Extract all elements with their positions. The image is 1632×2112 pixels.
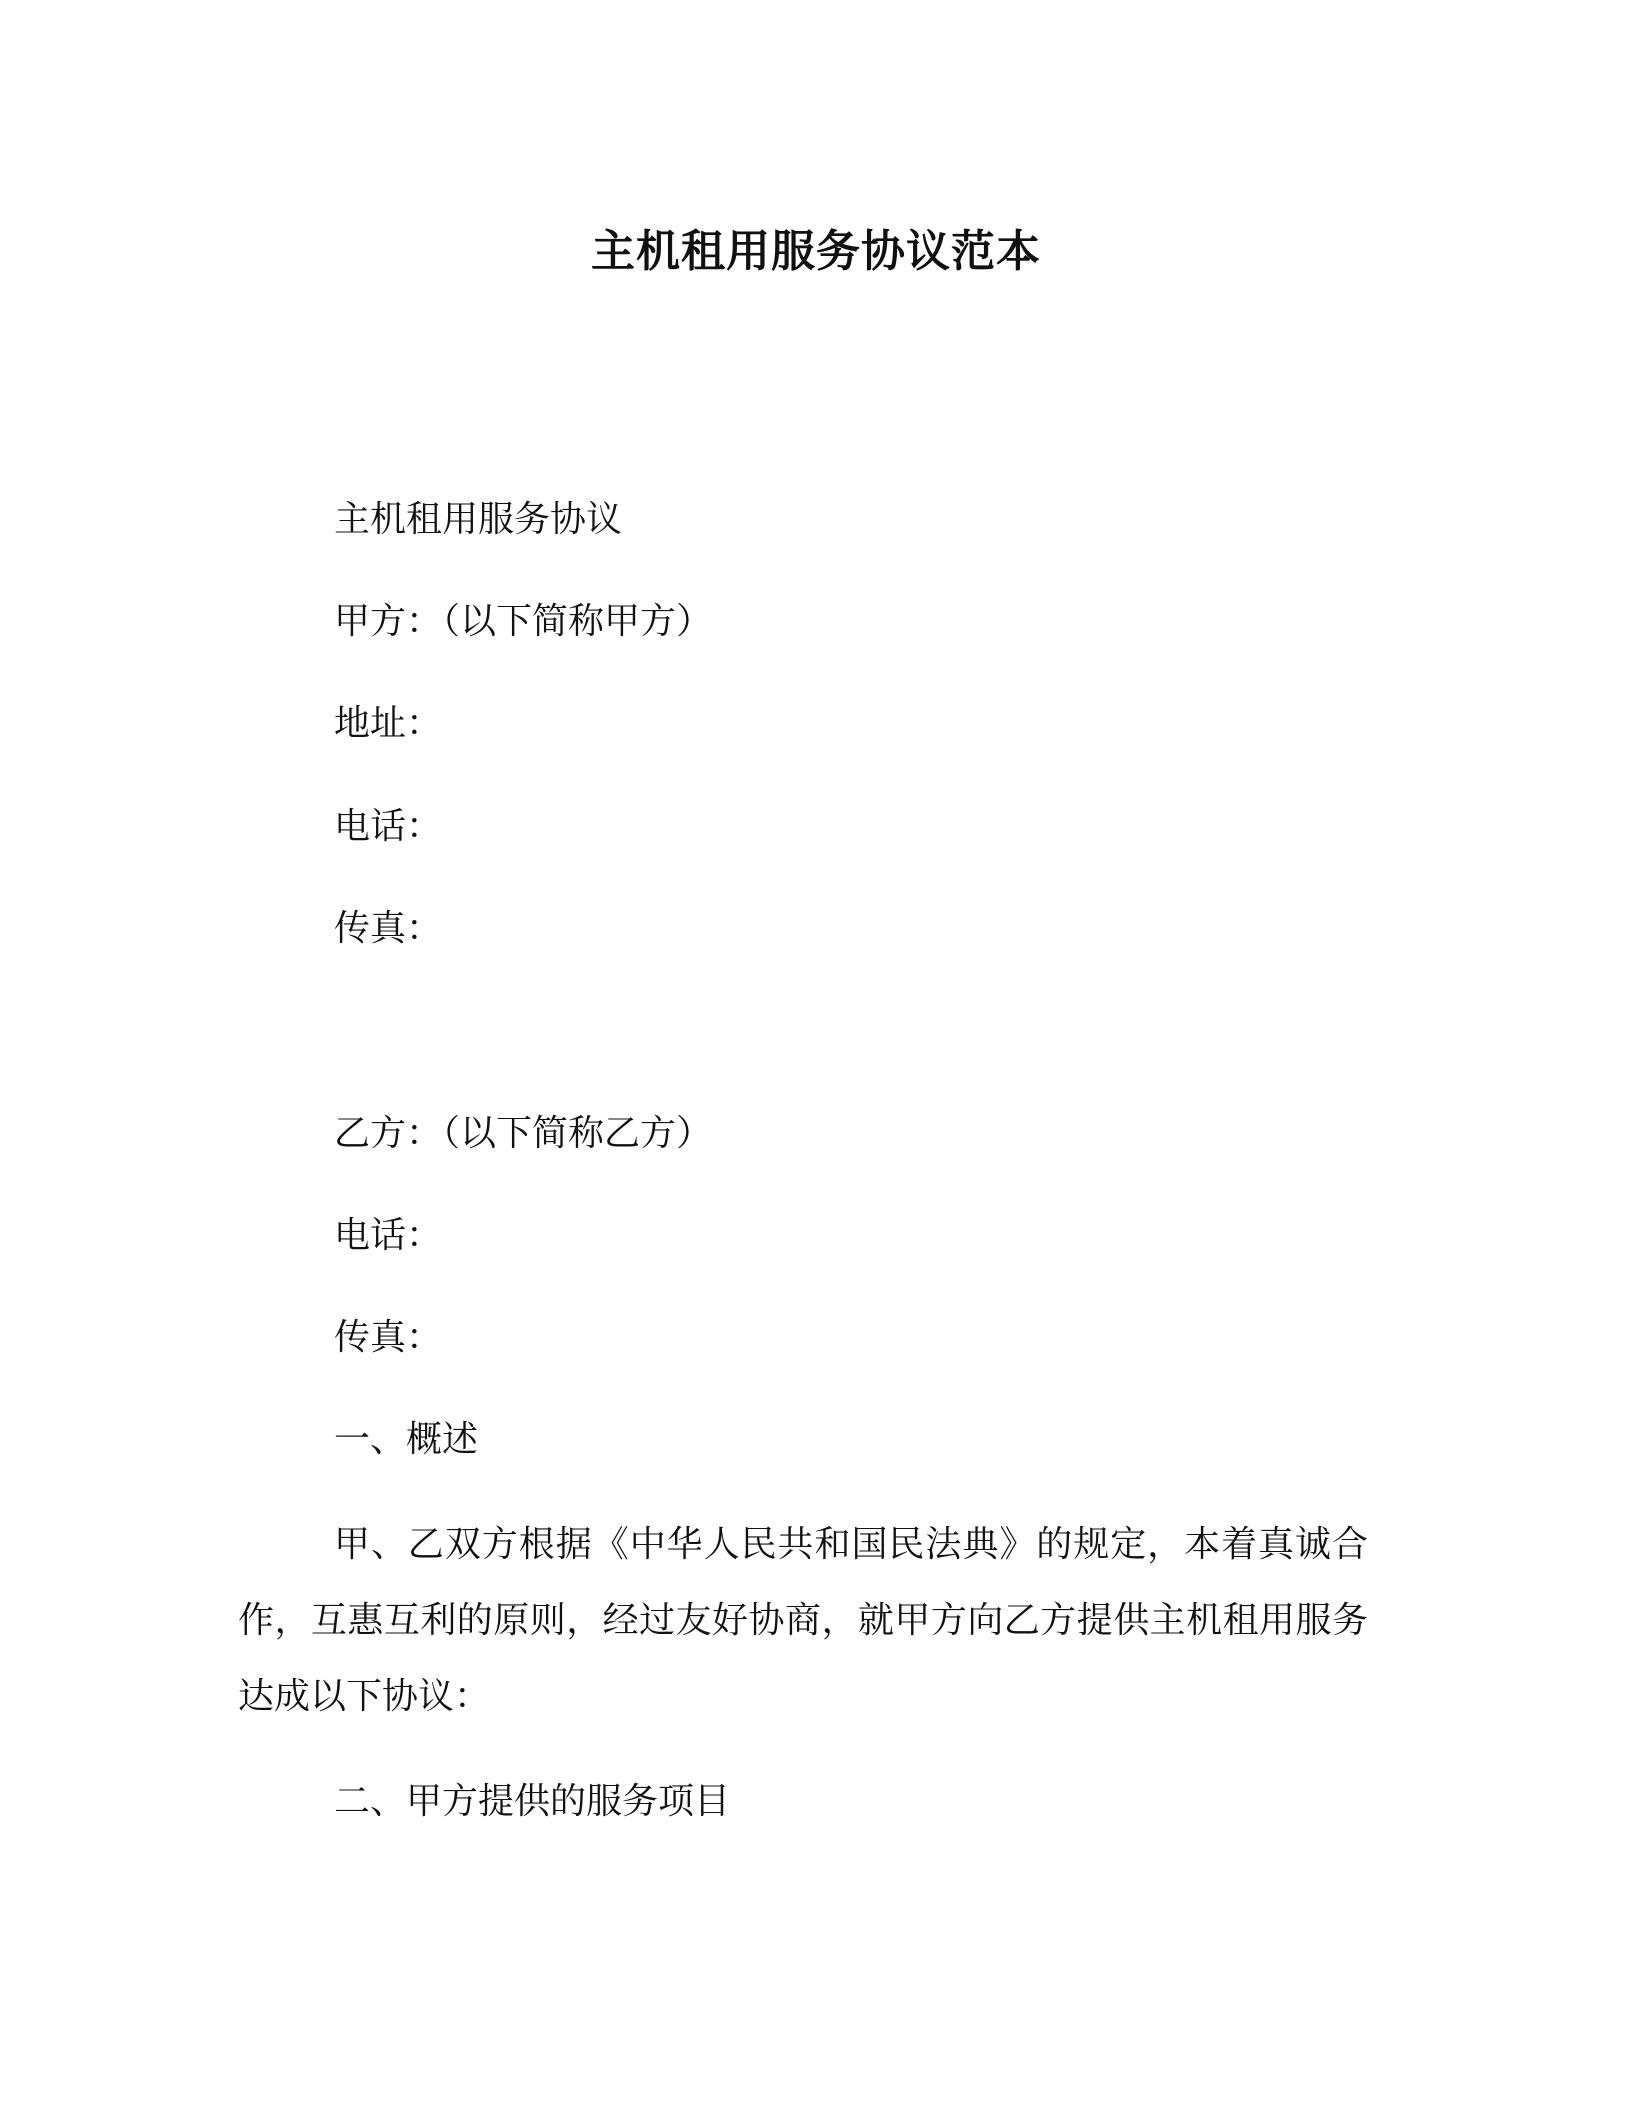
party-b-line: 乙方：（以下简称乙方） [334,1113,713,1154]
party-b-phone: 电话： [334,1215,443,1256]
party-a-line: 甲方：（以下简称甲方） [334,601,713,642]
party-a-phone: 电话： [334,806,443,847]
party-b-fax: 传真： [334,1317,443,1358]
document-title: 主机租用服务协议范本 [591,226,1041,277]
section-overview-heading: 一、概述 [334,1419,479,1460]
section-services-heading: 二、甲方提供的服务项目 [334,1781,731,1822]
party-a-fax: 传真： [334,908,443,949]
party-a-address: 地址： [334,703,443,744]
section-overview-paragraph: 甲、乙双方根据《中华人民共和国民法典》的规定，本着真诚合作，互惠互利的原则，经过友好协商，就甲方向乙方提供主机租用服务达成以下协议： [238,1524,1368,1717]
agreement-subtitle: 主机租用服务协议 [334,499,623,540]
